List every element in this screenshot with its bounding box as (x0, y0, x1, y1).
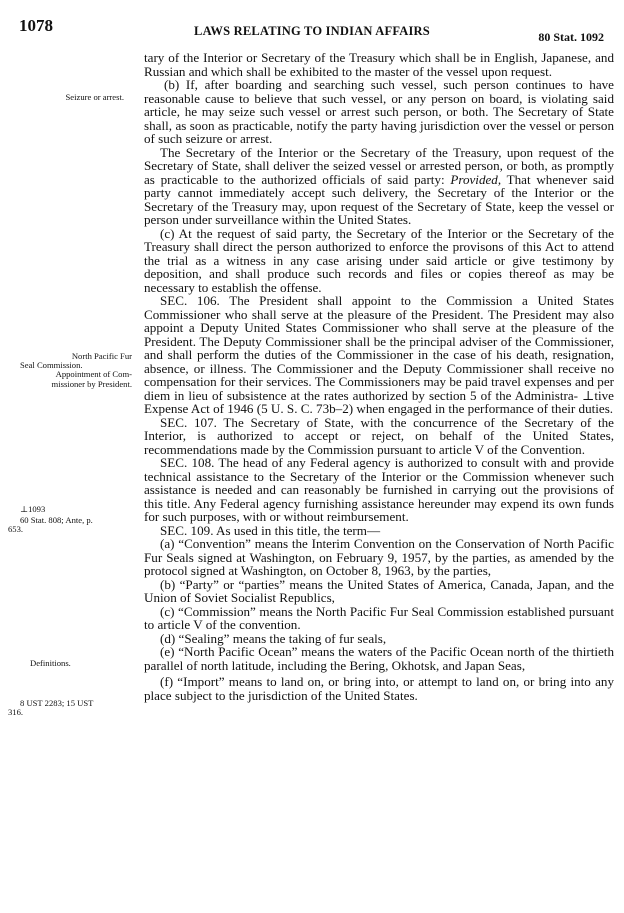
stat-citation: 80 Stat. 1092 (538, 30, 604, 44)
margin-note-line: 60 Stat. 808; Ante, p. (20, 515, 93, 525)
page-number: 1078 (19, 16, 53, 35)
paragraph-text: tive Expense Act of 1946 (5 U. S. C. 73b–2) when engaged in the performance of their duties. (144, 387, 614, 416)
margin-note-line: 653. (8, 524, 24, 535)
statute-text (144, 51, 614, 702)
paragraph: (c) At the request of said party, the Secretary of the Interior or the Secretary of the Treasury shall direct the person authorized to enforce the provisons of this Act to attend the trial as a witness in any case arising under said article or give testimony by deposition, and shall produce such records and files or copies thereof as may be necessary to establish the offense. (144, 225, 614, 295)
margin-note-commission (12, 352, 132, 389)
page-break-marker: ⊥ (582, 387, 595, 403)
paragraph: (a) “Convention” means the Interim Convention on the Conservation of North Pacific Fur Seals signed at Washington, on February 9, 1957, by the parties, as amended by the protocol signed at Washington, on October 8, 1963, by the parties, (144, 536, 614, 578)
margin-note-line: 8 UST 2283; 15 UST (20, 698, 94, 708)
paragraph: SEC. 107. The Secretary of State, with the concurrence of the Secretary of the Interior, is authorized to accept or reject, on behalf of the United States, recommendations made by the Commission pursuant to article V of the Convention. (144, 414, 614, 457)
paragraph: (c) “Commission” means the North Pacific Fur Seal Commission established pursuant to article V of the convention. (144, 603, 614, 632)
margin-note-line: Seal Commission. (20, 360, 83, 371)
margin-note-line: Appointment of Com- (55, 369, 132, 380)
running-head: LAWS RELATING TO INDIAN AFFAIRS (194, 24, 430, 38)
paragraph-text: SEC. 106. The President shall appoint to the Commission a United States Commissioner who shall serve at the pleasure of the President. The President may also appoint a Deputy United States Commissioner who shall serve at the pleasure of the President. The Deputy Commissioner shall be the principal adviser of the Commissioner, and shall perform the duties of the Commissioner in the case of his death, resignation, absence, or illness. The Commissioner and the Deputy Commissioner shall receive no compensation for their services. The Commissioners may be paid travel expenses and per diem in lieu of subsistence at the rates authorized by section 5 of the Administra- (144, 293, 614, 403)
paragraph: tary of the Interior or Secretary of the Treasury which shall be in English, Japanese, and Russian and which shall be exhibited to the master of the vessel upon request. (144, 50, 614, 79)
paragraph: SEC. 108. The head of any Federal agency is authorized to consult with and provide technical assistance to the Secretary of the Interior or the Commission whenever such assistance is needed and can reasonably be furnished in carrying out the provisions of this title. Any Federal agency furnishing assistance hereunder may expend its own funds for such purposes, with or without reimbursement. (144, 455, 614, 524)
margin-note-stat-ref (8, 515, 140, 535)
paragraph: (f) “Import” means to land on, or bring into, or attempt to land on, or bring into any place subject to the jurisdiction of the United States. (144, 674, 614, 703)
margin-note-line: missioner by President. (51, 378, 132, 389)
paragraph (144, 146, 614, 227)
paragraph: SEC. 109. As used in this title, the term— (160, 522, 381, 538)
paragraph-text: The Secretary of the Interior or the Secretary of the Treasury, upon request of the Secretary of State, shall deliver the seized vessel or arrested person, or both, as promptly as practicable to the authorized officials of said party: (144, 144, 614, 187)
paragraph: (b) If, after boarding and searching such vessel, such person continues to have reasonable cause to believe that such vessel, or any person on board, is violating said article, he may seize such vessel or arrest such person, or both. The Secretary of State shall, as soon as practicable, notify the party having jurisdiction over the vessel or person of such seizure or arrest. (144, 77, 614, 146)
margin-note-line: North Pacific Fur (71, 351, 132, 361)
margin-note-ust (8, 698, 140, 718)
margin-note-page-marker: ⊥1093 (20, 504, 46, 514)
margin-note-definitions: Definitions. (30, 658, 71, 668)
provided-term: Provided, (450, 171, 502, 187)
margin-note-line: 316. (8, 707, 24, 718)
paragraph-text: That whenever said party cannot immediately accept such delivery, the Secretary of the Interior or the Secretary of the Treasury may, upon request of the Secretary of State, keep the vessel or person under surveillance within the United States. (144, 171, 615, 227)
paragraph: (b) “Party” or “parties” means the United States of America, Canada, Japan, and the Union of Soviet Socialist Republics, (144, 576, 614, 605)
paragraph: (e) “North Pacific Ocean” means the waters of the Pacific Ocean north of the thirtieth parallel of north latitude, including the Bering, Okhotsk, and Japan Seas, (144, 644, 614, 673)
margin-note-seizure: Seizure or arrest. (65, 92, 124, 102)
paragraph (144, 294, 614, 416)
paragraph: (d) “Sealing” means the taking of fur seals, (160, 630, 387, 646)
